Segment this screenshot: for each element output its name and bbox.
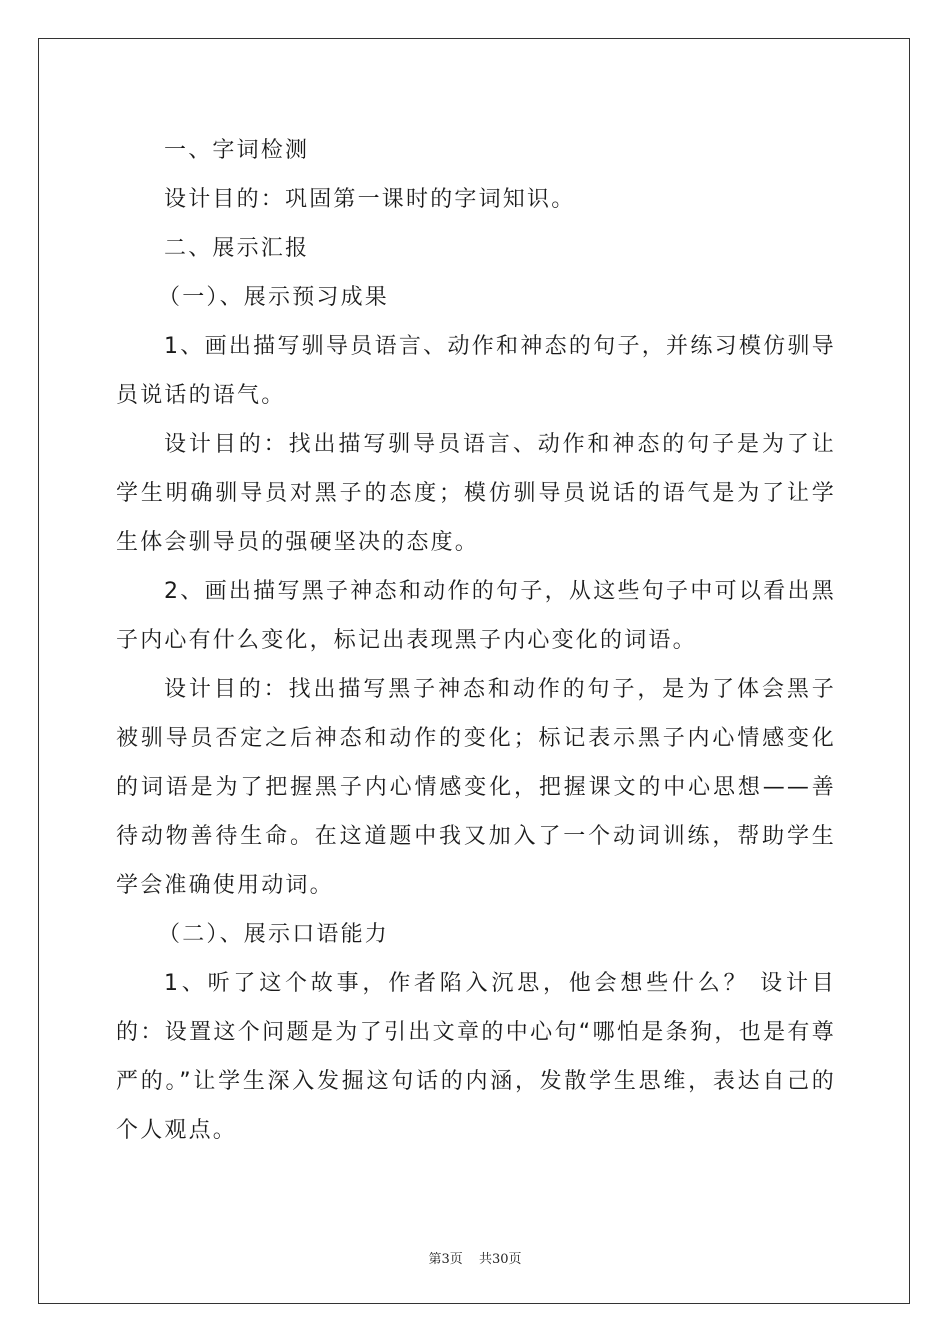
subsection-heading-2: （二）、展示口语能力: [158, 922, 390, 947]
document-body: [116, 126, 836, 1155]
paragraph-task-1: 1、画出描写驯导员语言、动作和神态的句子，并练习模仿驯导员说话的语气。: [116, 334, 836, 408]
section-heading-1: 一、字词检测: [164, 138, 310, 163]
paragraph-design-goal-1: 设计目的：巩固第一课时的字词知识。: [164, 187, 576, 212]
page-number: 第3页: [428, 1252, 463, 1267]
page-footer: [0, 1248, 950, 1267]
paragraph-design-goal-3: 设计目的：找出描写黑子神态和动作的句子，是为了体会黑子被驯导员否定之后神态和动作的变化；标记表示黑子内心情感变化的词语是为了把握黑子内心情感变化，把握课文的中心思想——善待动物善待生命。在这道题中我又加入了一个动词训练，帮助学生学会准确使用动词。: [116, 677, 836, 898]
subsection-heading-1: （一）、展示预习成果: [158, 285, 390, 310]
paragraph-design-goal-2: 设计目的：找出描写驯导员语言、动作和神态的句子是为了让学生明确驯导员对黑子的态度；模仿驯导员说话的语气是为了让学生体会驯导员的强硬坚决的态度。: [116, 432, 836, 555]
section-heading-2: 二、展示汇报: [164, 236, 310, 261]
page-total: 共30页: [478, 1252, 522, 1267]
paragraph-task-3: 1、听了这个故事，作者陷入沉思，他会想些什么？ 设计目的：设置这个问题是为了引出文章的中心句“哪怕是条狗，也是有尊严的。”让学生深入发掘这句话的内涵，发散学生思维，表达自己的个人观点。: [116, 971, 836, 1143]
paragraph-task-2: 2、画出描写黑子神态和动作的句子，从这些句子中可以看出黑子内心有什么变化，标记出表现黑子内心变化的词语。: [116, 579, 836, 653]
